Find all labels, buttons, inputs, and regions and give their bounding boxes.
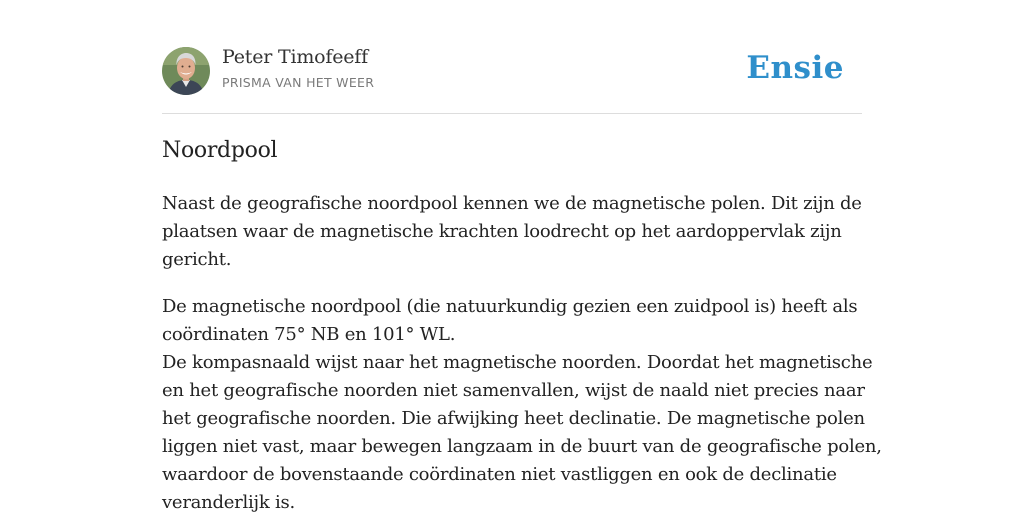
content-column [162,0,882,512]
paragraph-line: en het geografische noorden niet samenvallen, wijst de naald niet precies naar [162,380,865,401]
paragraph-line: liggen niet vast, maar bewegen langzaam in de buurt van de geografische polen, [162,436,882,457]
article-paragraph-2 [162,293,882,512]
paragraph-line: De kompasnaald wijst naar het magnetische noorden. Doordat het magnetische [162,352,873,373]
paragraph-line: het geografische noorden. Die afwijking heet declinatie. De magnetische polen [162,408,865,429]
article-title: Noordpool [162,138,278,163]
paragraph-line: Naast de geografische noordpool kennen we de magnetische polen. Dit zijn de [162,193,862,214]
paragraph-line: coördinaten 75° NB en 101° WL. [162,324,456,345]
author-subtitle: PRISMA VAN HET WEER [222,75,375,90]
paragraph-line: De magnetische noordpool (die natuurkundig gezien een zuidpool is) heeft als [162,296,858,317]
paragraph-line: waardoor de bovenstaande coördinaten niet vastliggen en ook de declinatie [162,464,837,485]
article-header [162,0,862,114]
paragraph-line: plaatsen waar de magnetische krachten loodrecht op het aardoppervlak zijn [162,221,842,242]
author-avatar[interactable] [162,47,210,95]
article-body [162,190,882,512]
author-name[interactable]: Peter Timofeeff [222,46,368,68]
article-paragraph-1 [162,190,862,274]
paragraph-line: gericht. [162,249,232,270]
brand-logo[interactable]: Ensie [746,50,844,86]
author-portrait-icon [162,47,210,95]
paragraph-line: veranderlijk is. [162,492,295,512]
